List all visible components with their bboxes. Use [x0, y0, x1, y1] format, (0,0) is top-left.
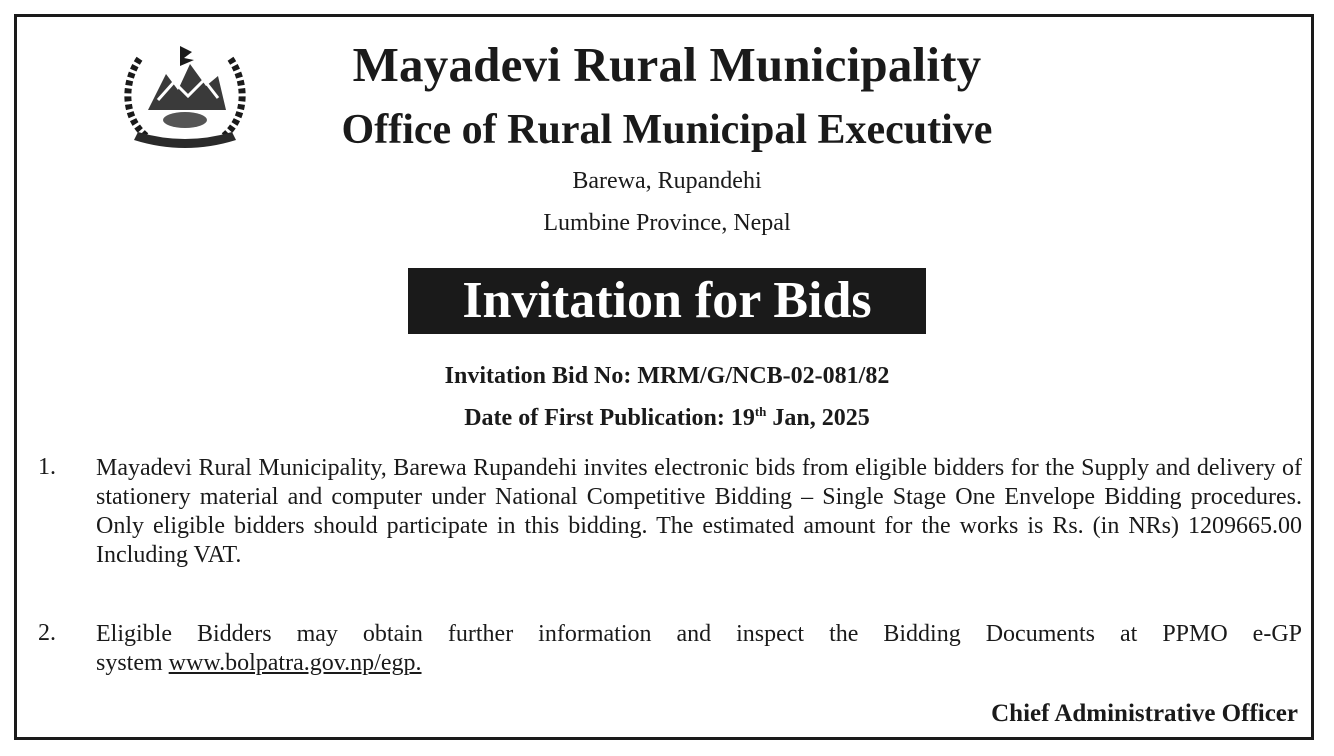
item-number: 1.: [38, 454, 56, 480]
office-name: Office of Rural Municipal Executive: [341, 107, 993, 153]
bid-number: Invitation Bid No: MRM/G/NCB-02-081/82: [444, 363, 890, 389]
publication-date-label: Date of First Publication: 19: [464, 405, 755, 431]
address-line-2: Lumbine Province, Nepal: [543, 210, 791, 236]
address-line-1: Barewa, Rupandehi: [572, 168, 762, 194]
publication-date-rest: Jan, 2025: [766, 405, 870, 431]
item-text-container: [96, 620, 1302, 678]
organization-name: Mayadevi Rural Municipality: [352, 37, 982, 92]
item-text: Mayadevi Rural Municipality, Barewa Rupandehi invites electronic bids from eligible bidders for the Supply and delivery of stationery material and computer under National Competitive Bidding – Single Stage One Envelope Bidding procedures. Only eligible bidders should participate in this bidding. The estimated amount for the works is Rs. (in NRs) 1209665.00 Including VAT.: [96, 455, 1302, 568]
publication-date: [267, 404, 1067, 432]
publication-date-suffix: th: [754, 404, 767, 419]
item-text: Eligible Bidders may obtain further information and inspect the Bidding Documents at PPMO e-GP system: [96, 621, 1302, 676]
item-number: 2.: [38, 620, 56, 646]
notice-title-banner: Invitation for Bids: [408, 268, 926, 334]
egp-portal-link[interactable]: www.bolpatra.gov.np/egp.: [168, 650, 422, 676]
signatory-title: Chief Administrative Officer: [991, 700, 1298, 727]
